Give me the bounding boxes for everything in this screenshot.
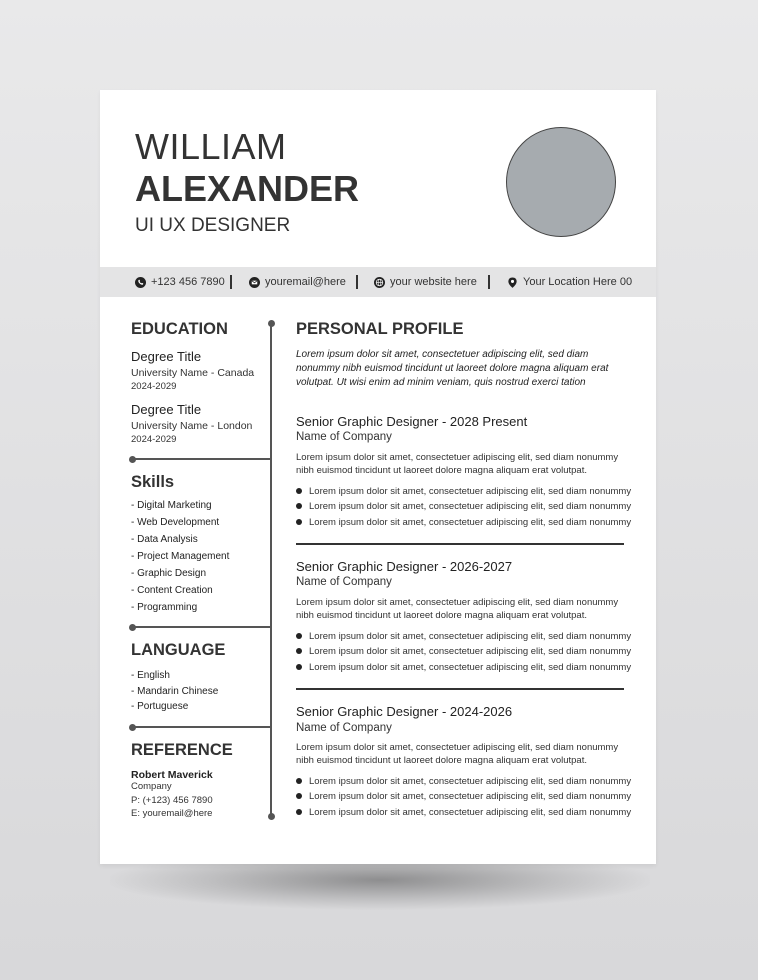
list-item: Lorem ipsum dolor sit amet, consectetuer adipiscing elit, sed diam nonummy — [296, 805, 636, 820]
contact-website — [374, 267, 477, 297]
list-item: Lorem ipsum dolor sit amet, consectetuer adipiscing elit, sed diam nonummy — [296, 789, 636, 804]
education-years: 2024-2029 — [131, 381, 177, 392]
job-role: UI UX DESIGNER — [135, 215, 291, 236]
skill-item: - Web Development — [131, 517, 220, 528]
skill-item: - Data Analysis — [131, 534, 198, 545]
list-item: Lorem ipsum dolor sit amet, consectetuer adipiscing elit, sed diam nonummy — [296, 499, 636, 514]
section-divider — [133, 458, 271, 460]
list-item: Lorem ipsum dolor sit amet, consectetuer adipiscing elit, sed diam nonummy — [296, 660, 636, 675]
language-item: - English — [131, 670, 170, 681]
skills-title: Skills — [131, 473, 175, 491]
section-divider — [133, 726, 271, 728]
university-name: University Name - London — [131, 420, 253, 432]
job-title: Senior Graphic Designer - 2028 Present — [296, 414, 528, 429]
job-bullets — [296, 774, 636, 820]
job-description: Lorem ipsum dolor sit amet, consectetuer adipiscing elit, sed diam nonummy nibh euismod tincidunt ut laoreet dolore magna aliquam erat volutpat. — [296, 597, 619, 621]
reference-name: Robert Maverick — [131, 769, 213, 781]
company-name: Name of Company — [296, 722, 392, 734]
timeline-dot — [268, 813, 275, 820]
list-item: Lorem ipsum dolor sit amet, consectetuer adipiscing elit, sed diam nonummy — [296, 484, 636, 499]
skill-item: - Content Creation — [131, 585, 213, 596]
list-item: Lorem ipsum dolor sit amet, consectetuer adipiscing elit, sed diam nonummy — [296, 515, 636, 530]
education-years: 2024-2029 — [131, 434, 177, 445]
job-title: Senior Graphic Designer - 2024-2026 — [296, 704, 513, 719]
contact-phone-text: +123 456 7890 — [151, 276, 225, 288]
job-description: Lorem ipsum dolor sit amet, consectetuer adipiscing elit, sed diam nonummy nibh euismod tincidunt ut laoreet dolore magna aliquam erat volutpat. — [296, 742, 619, 766]
last-name: ALEXANDER — [135, 168, 360, 209]
job-separator — [296, 543, 624, 545]
timeline-dot — [268, 320, 275, 327]
job-title: Senior Graphic Designer - 2026-2027 — [296, 559, 513, 574]
language-title: LANGUAGE — [131, 641, 226, 659]
job-bullets — [296, 629, 636, 675]
skills-list — [131, 497, 229, 616]
timeline-dot — [129, 624, 136, 631]
contact-website-text: your website here — [390, 276, 477, 288]
language-list — [131, 668, 218, 715]
contact-bar — [100, 267, 656, 297]
contact-location-text: Your Location Here 00 — [523, 276, 633, 288]
profile-title: PERSONAL PROFILE — [296, 320, 464, 338]
section-divider — [133, 626, 271, 628]
location-pin-icon — [507, 277, 518, 288]
degree-title: Degree Title — [131, 349, 202, 364]
university-name: University Name - Canada — [131, 367, 255, 379]
reference-title: REFERENCE — [131, 741, 233, 759]
language-item: - Mandarin Chinese — [131, 685, 219, 697]
timeline-dot — [129, 724, 136, 731]
contact-separator — [488, 275, 490, 289]
reference-email: E: youremail@here — [131, 808, 213, 819]
education-title: EDUCATION — [131, 320, 228, 338]
timeline-dot — [129, 456, 136, 463]
column-divider — [270, 323, 272, 816]
contact-location — [507, 267, 632, 297]
company-name: Name of Company — [296, 576, 392, 588]
globe-icon — [374, 277, 385, 288]
profile-photo-placeholder — [506, 127, 616, 237]
email-icon — [249, 277, 260, 288]
job-bullets — [296, 484, 636, 530]
contact-separator — [356, 275, 358, 289]
contact-email-text: youremail@here — [265, 276, 346, 288]
contact-phone — [135, 267, 225, 297]
skill-item: - Project Management — [131, 551, 230, 562]
degree-title: Degree Title — [131, 402, 202, 417]
contact-separator — [230, 275, 232, 289]
skill-item: - Graphic Design — [131, 568, 207, 579]
reference-company: Company — [131, 781, 172, 792]
reference-phone: P: (+123) 456 7890 — [131, 795, 213, 806]
list-item: Lorem ipsum dolor sit amet, consectetuer adipiscing elit, sed diam nonummy — [296, 644, 636, 659]
company-name: Name of Company — [296, 431, 392, 443]
skill-item: - Programming — [131, 602, 198, 613]
list-item: Lorem ipsum dolor sit amet, consectetuer adipiscing elit, sed diam nonummy — [296, 774, 636, 789]
resume-page — [100, 90, 656, 864]
phone-icon — [135, 277, 146, 288]
job-separator — [296, 688, 624, 690]
profile-text: Lorem ipsum dolor sit amet, consectetuer adipiscing elit, sed diam nonummy nibh euismod tincidunt ut laoreet dolore magna aliquam erat volutpat. Ut wisi enim ad minim veniam, quis nostrud exerci tation — [296, 349, 609, 388]
job-description: Lorem ipsum dolor sit amet, consectetuer adipiscing elit, sed diam nonummy nibh euismod tincidunt ut laoreet dolore magna aliquam erat volutpat. — [296, 452, 619, 476]
language-item: - Portuguese — [131, 701, 189, 712]
contact-email — [249, 267, 346, 297]
first-name: WILLIAM — [135, 126, 287, 167]
skill-item: - Digital Marketing — [131, 500, 212, 511]
list-item: Lorem ipsum dolor sit amet, consectetuer adipiscing elit, sed diam nonummy — [296, 629, 636, 644]
